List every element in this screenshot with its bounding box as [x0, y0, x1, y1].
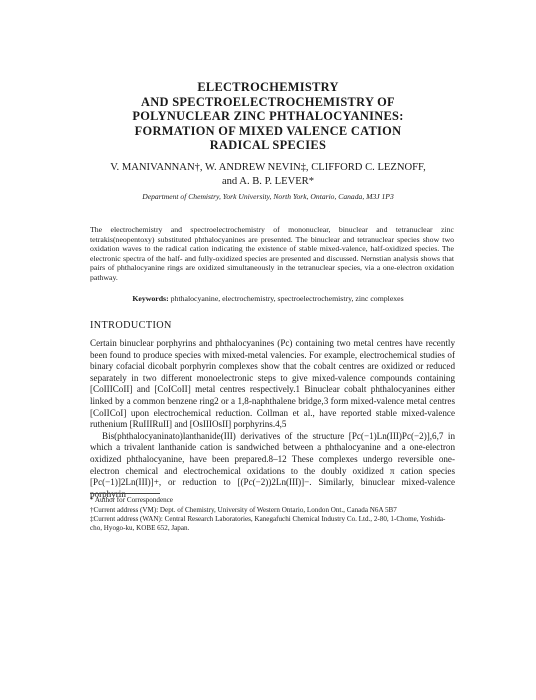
keywords — [60, 294, 476, 304]
paper-title — [60, 80, 476, 153]
paragraph: Bis(phthalocyaninato)lanthanide(III) derivatives of the structure [Pc(−1)Ln(III)Pc(−2)],6,7 in which a trivalent lanthanide cation is sandwiched between a phthalocyanine and a one-electron oxidized phthalocyanine, have been prepared.8–12 These complexes undergo reversible one-electron chemical and electrochemical oxidations to the doubly oxidized π cation species [Pc(−1)]2Ln(III)]+, or reduction to [(Pc(−2))2Ln(III)]−. Similarly, binuclear mixed-valence porphyrin — [90, 430, 455, 499]
title-line: RADICAL SPECIES — [209, 138, 327, 153]
footnote-rule — [90, 493, 160, 494]
keywords-text: phthalocyanine, electrochemistry, spectroelectrochemistry, zinc complexes — [170, 294, 404, 303]
abstract: The electrochemistry and spectroelectrochemistry of mononuclear, binuclear and tetranuclear zinc tetrakis(neopentoxy) substituted phthalocyanines are presented. The binuclear and tetranuclear species show two oxidation waves to the radical cation indicating the existence of stable mixed-valence, half-oxidized species. The electronic spectra of the half- and fully-oxidized species are presented and discussed. Nernstian analysis shows that pairs of phthalocyanine rings are oxidized simultaneously in the tetranuclear species, via a one-electron oxidation pathway. — [90, 225, 454, 282]
paragraph: Certain binuclear porphyrins and phthalocyanines (Pc) containing two metal centres have recently been found to produce species with mixed-metal valencies. For example, electrochemical studies of binary cofacial dicobalt porphyrin complexes show that the cobalt centres are oxidized or reduced separately in two different monoelectronic steps to give mixed-valence compounds containing [CoIIICoII] and [CoICoII] metal centres respectively.1 Binuclear cobalt phthalocyanines either linked by a common benzene ring2 or a 1,8-naphthalene bridge,3 form mixed-valence metal centres [CoIICoI] upon electrochemical reduction. Collman et al., have reported stable mixed-valence ruthenium [RuIIIRuII] and [OsIIIOsII] porphyrins.4,5 — [90, 338, 455, 430]
footnote: * Author for Correspondence — [90, 496, 173, 504]
title-line: AND SPECTROELECTROCHEMISTRY OF — [141, 94, 395, 109]
title-line: FORMATION OF MIXED VALENCE CATION — [134, 123, 402, 138]
footnote: †Current address (VM): Dept. of Chemistry, University of Western Ontario, London Ont., Canada N6A 5B7 — [90, 505, 397, 514]
footnote: ‡Current address (WAN): Central Research Laboratories, Kanegafuchi Chemical Industry Co. Ltd., 2-80, 1-Chome, Yoshida-cho, Hyogo-ku, KOBE 652, Japan. — [90, 515, 446, 532]
authors-line: and A. B. P. LEVER* — [221, 176, 315, 187]
keywords-label: Keywords: — [132, 294, 169, 303]
authors-line: V. MANIVANNAN†, W. ANDREW NEVIN‡, CLIFFORD C. LEZNOFF, — [110, 162, 426, 173]
footnotes — [90, 496, 455, 534]
section-heading: INTRODUCTION — [90, 320, 172, 331]
body-text — [90, 338, 455, 500]
title-line: POLYNUCLEAR ZINC PHTHALOCYANINES: — [132, 109, 404, 124]
author-list — [60, 161, 476, 189]
title-line: ELECTROCHEMISTRY — [197, 80, 339, 94]
affiliation: Department of Chemistry, York University, North York, Ontario, Canada, M3J 1P3 — [142, 192, 394, 201]
